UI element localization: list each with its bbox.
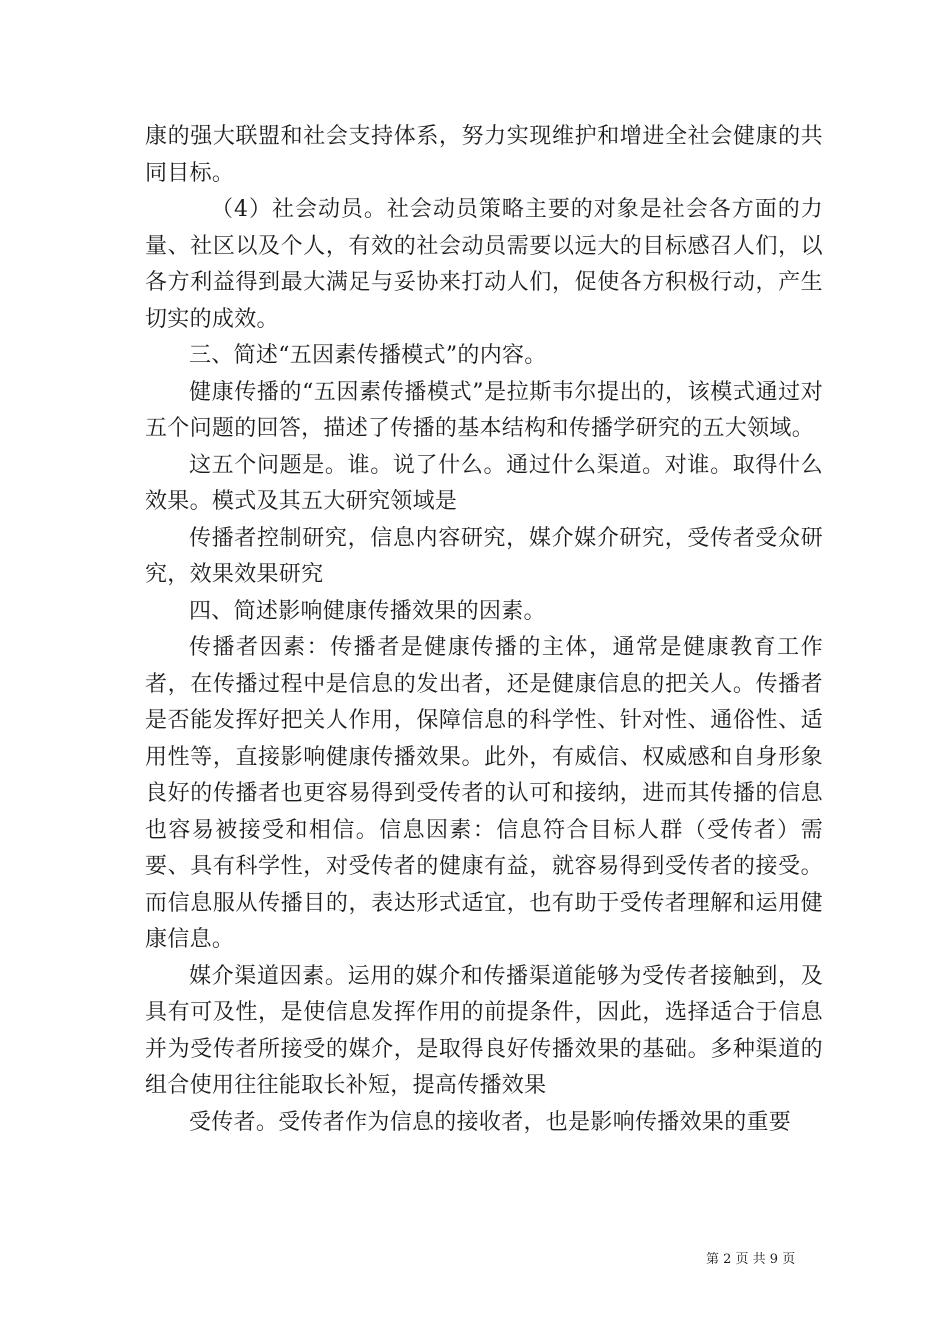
paragraph-five-factor-intro: 健康传播的“五因素传播模式”是拉斯韦尔提出的，该模式通过对五个问题的回答，描述了传播的基本结构和传播学研究的五大领域。 <box>145 379 823 441</box>
paragraph-communicator-factor: 传播者因素：传播者是健康传播的主体，通常是健康教育工作者，在传播过程中是信息的发出者，还是健康信息的把关人。传播者是否能发挥好把关人作用，保障信息的科学性、针对性、通俗性、适用性等，直接影响健康传播效果。此外，有威信、权威感和自身形象良好的传播者也更容易得到受传者的认可和接纳，进而其传播的信息也容易被接受和相信。信息因素：信息符合目标人群（受传者）需要、具有科学性，对受传者的健康有益，就容易得到受传者的接受。而信息服从传播目的，表达形式适宜，也有助于受传者理解和运用健康信息。 <box>145 635 823 952</box>
paragraph-continuation: 康的强大联盟和社会支持体系，努力实现维护和增进全社会健康的共同目标。 <box>145 124 823 186</box>
section-heading-influencing-factors: 四、简述影响健康传播效果的因素。 <box>189 598 546 624</box>
paragraph-five-questions: 这五个问题是。谁。说了什么。通过什么渠道。对谁。取得什么效果。模式及其五大研究领域是 <box>145 452 823 514</box>
page-number-footer: 第 2 页 共 9 页 <box>706 1252 796 1267</box>
section-heading-five-factor-model: 三、简述“五因素传播模式”的内容。 <box>189 343 547 368</box>
paragraph-research-areas: 传播者控制研究，信息内容研究，媒介媒介研究，受传者受众研究，效果效果研究 <box>145 525 823 587</box>
paragraph-media-channel-factor: 媒介渠道因素。运用的媒介和传播渠道能够为受传者接触到，及具有可及性，是使信息发挥作用的前提条件，因此，选择适合于信息并为受传者所接受的媒介，是取得良好传播效果的基础。多种渠道的组合使用往往能取长补短，提高传播效果 <box>145 963 823 1098</box>
paragraph-audience-factor: 受传者。受传者作为信息的接收者，也是影响传播效果的重要 <box>189 1109 792 1135</box>
paragraph-social-mobilization: （4）社会动员。社会动员策略主要的对象是社会各方面的力量、社区以及个人，有效的社会动员需要以远大的目标感召人们，以各方利益得到最大满足与妥协来打动人们，促使各方积极行动，产生切实的成效。 <box>145 197 823 332</box>
body-text <box>145 119 823 1141</box>
